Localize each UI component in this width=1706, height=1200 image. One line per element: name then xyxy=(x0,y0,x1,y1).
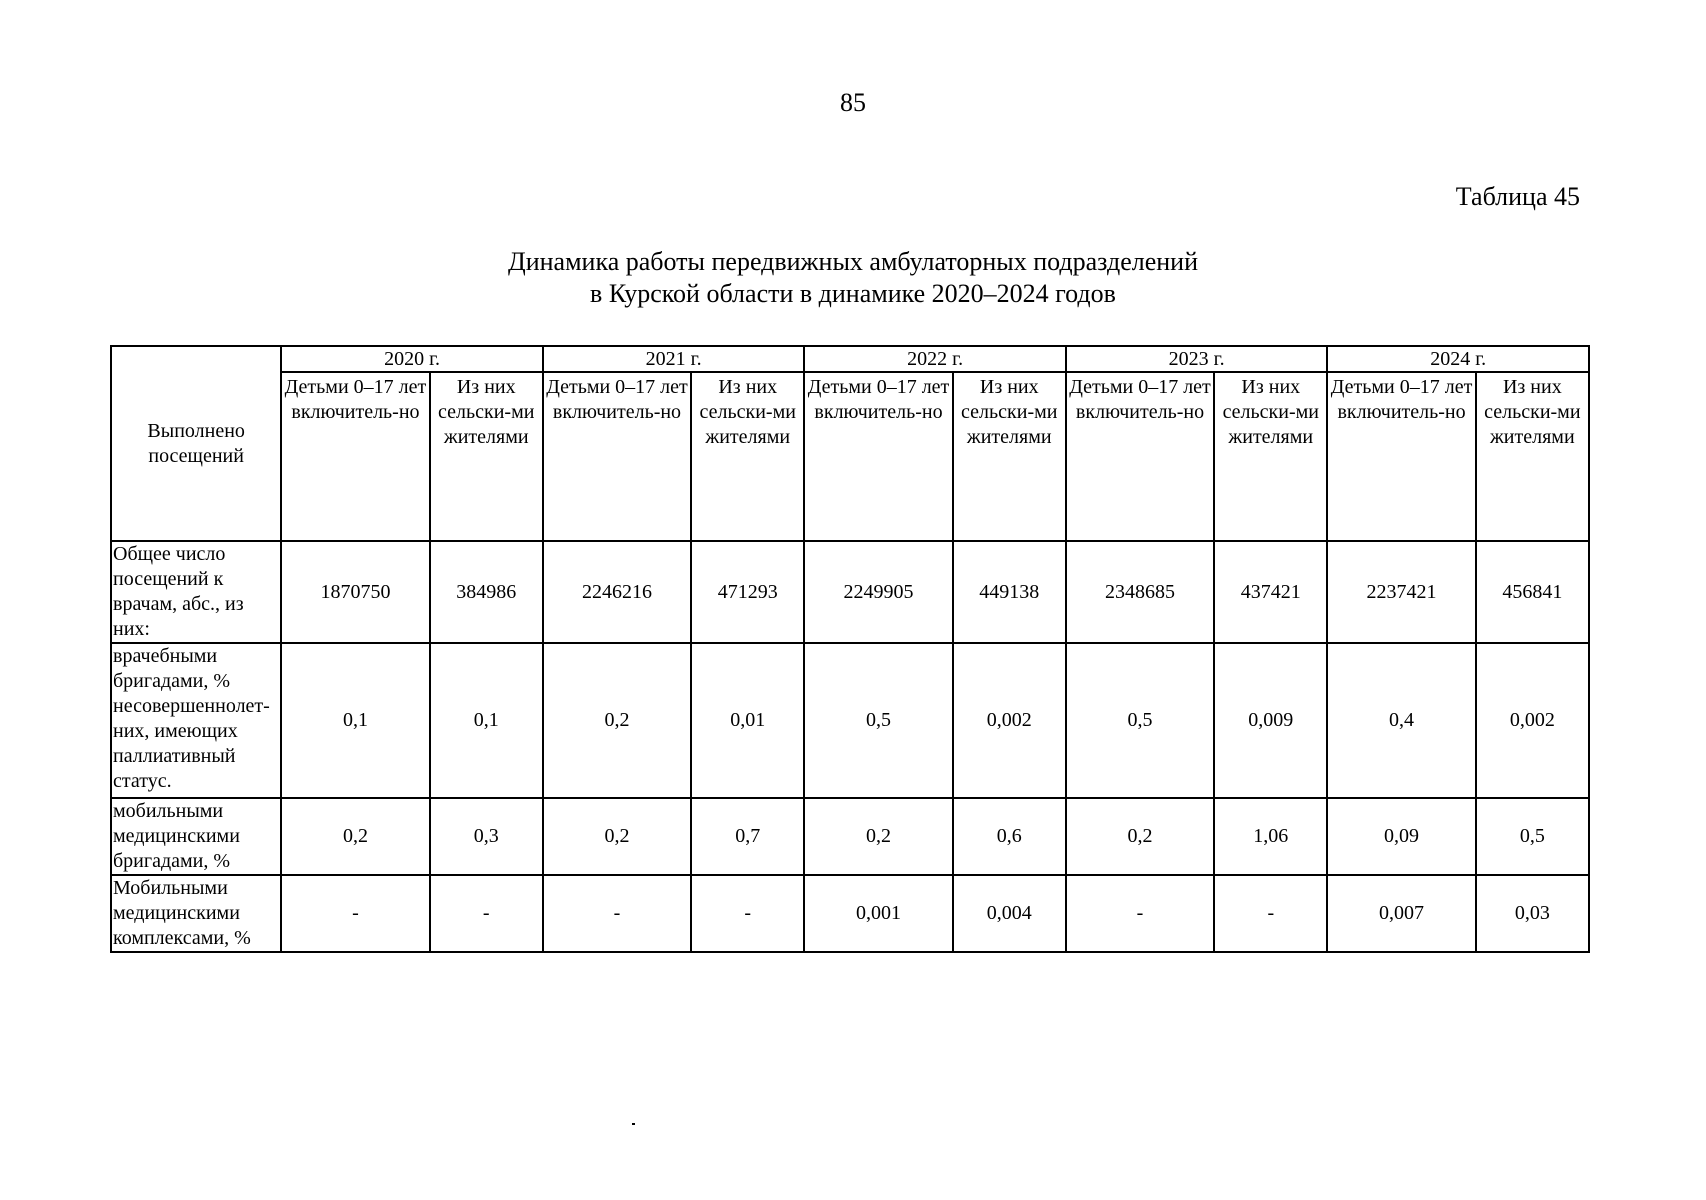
subheader-children: Детьми 0–17 лет включитель-но xyxy=(804,372,952,541)
table-cell: 384986 xyxy=(430,541,543,643)
table-cell: 0,03 xyxy=(1476,875,1589,952)
table-cell: 0,3 xyxy=(430,798,543,875)
subheader-rural: Из них сельски-ми жителями xyxy=(953,372,1066,541)
table-cell: - xyxy=(1066,875,1214,952)
table-cell: 0,002 xyxy=(1476,643,1589,798)
table-label: Таблица 45 xyxy=(1455,182,1580,211)
year-header: 2023 г. xyxy=(1066,346,1328,372)
table-cell: 0,2 xyxy=(543,643,691,798)
table-cell: 471293 xyxy=(691,541,804,643)
table-cell: 2348685 xyxy=(1066,541,1214,643)
subheader-children: Детьми 0–17 лет включитель-но xyxy=(1066,372,1214,541)
table-cell: 0,4 xyxy=(1327,643,1475,798)
subheader-children: Детьми 0–17 лет включитель-но xyxy=(543,372,691,541)
table-cell: 0,004 xyxy=(953,875,1066,952)
row-label: Общее число посещений к врачам, абс., из них: xyxy=(111,541,281,643)
table-cell: 449138 xyxy=(953,541,1066,643)
table-row xyxy=(111,798,1589,875)
table-cell: 0,2 xyxy=(804,798,952,875)
table-cell: 0,1 xyxy=(430,643,543,798)
table-cell: 1870750 xyxy=(281,541,429,643)
table-cell: 0,5 xyxy=(804,643,952,798)
row-label: Мобильными медицинскими комплексами, % xyxy=(111,875,281,952)
table-cell: 0,5 xyxy=(1066,643,1214,798)
year-header: 2020 г. xyxy=(281,346,543,372)
table-row xyxy=(111,875,1589,952)
header-row-years xyxy=(111,346,1589,372)
table-cell: 0,7 xyxy=(691,798,804,875)
table-cell: - xyxy=(1214,875,1327,952)
table-cell: 0,1 xyxy=(281,643,429,798)
subheader-rural: Из них сельски-ми жителями xyxy=(1476,372,1589,541)
visits-table xyxy=(110,345,1590,953)
scan-speck xyxy=(632,1123,635,1125)
year-header: 2022 г. xyxy=(804,346,1066,372)
table-cell: 0,002 xyxy=(953,643,1066,798)
table-cell: 0,2 xyxy=(1066,798,1214,875)
table-cell: 0,6 xyxy=(953,798,1066,875)
subheader-children: Детьми 0–17 лет включитель-но xyxy=(1327,372,1475,541)
table-cell: 0,009 xyxy=(1214,643,1327,798)
table-cell: - xyxy=(543,875,691,952)
year-header: 2021 г. xyxy=(543,346,805,372)
table-cell: - xyxy=(281,875,429,952)
year-header: 2024 г. xyxy=(1327,346,1589,372)
table-cell: 0,2 xyxy=(281,798,429,875)
table-cell: 0,2 xyxy=(543,798,691,875)
table-cell: 456841 xyxy=(1476,541,1589,643)
row-label: врачебными бригадами, % несовершеннолет-них, имеющих паллиативный статус. xyxy=(111,643,281,798)
table-cell: 0,09 xyxy=(1327,798,1475,875)
corner-header: Выполнено посещений xyxy=(111,346,281,541)
title-line-1: Динамика работы передвижных амбулаторных подразделений xyxy=(507,247,1198,276)
table-cell: 1,06 xyxy=(1214,798,1327,875)
table-cell: 437421 xyxy=(1214,541,1327,643)
document-title xyxy=(0,246,1706,310)
table-row xyxy=(111,643,1589,798)
table-cell: 0,5 xyxy=(1476,798,1589,875)
table-cell: 2249905 xyxy=(804,541,952,643)
table-cell: 0,01 xyxy=(691,643,804,798)
table-cell: 0,001 xyxy=(804,875,952,952)
subheader-rural: Из них сельски-ми жителями xyxy=(1214,372,1327,541)
table-cell: 2246216 xyxy=(543,541,691,643)
page-number: 85 xyxy=(840,88,866,117)
row-label: мобильными медицинскими бригадами, % xyxy=(111,798,281,875)
table-cell: - xyxy=(430,875,543,952)
subheader-rural: Из них сельски-ми жителями xyxy=(691,372,804,541)
subheader-rural: Из них сельски-ми жителями xyxy=(430,372,543,541)
subheader-children: Детьми 0–17 лет включитель-но xyxy=(281,372,429,541)
title-line-2: в Курской области в динамике 2020–2024 годов xyxy=(590,279,1116,308)
header-row-subgroups xyxy=(111,372,1589,541)
table-cell: - xyxy=(691,875,804,952)
table-row xyxy=(111,541,1589,643)
table-cell: 0,007 xyxy=(1327,875,1475,952)
table-cell: 2237421 xyxy=(1327,541,1475,643)
